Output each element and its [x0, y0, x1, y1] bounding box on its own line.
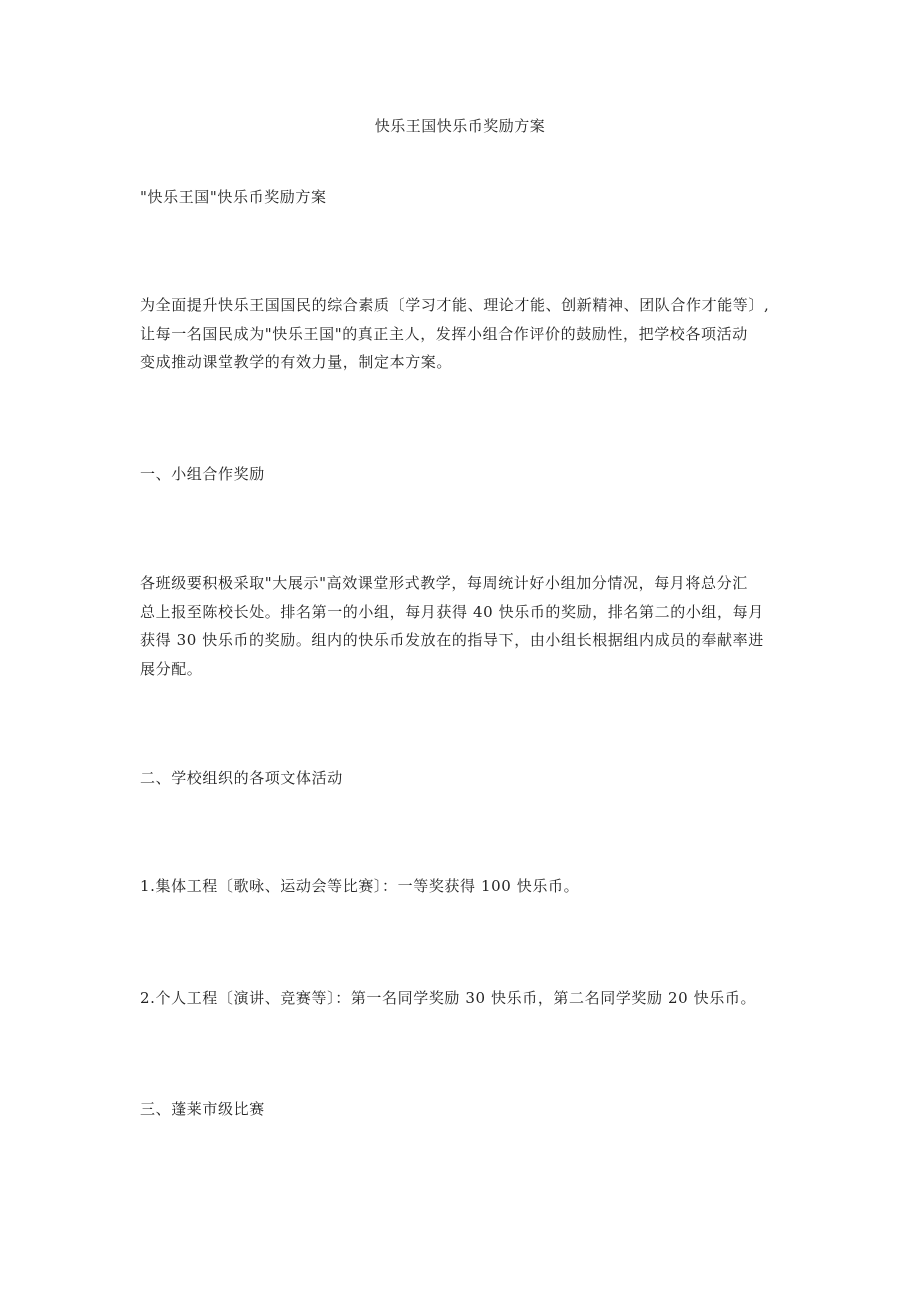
- section-heading-3: [140, 1095, 790, 1124]
- document-title: 快乐王国快乐币奖励方案: [374, 117, 546, 135]
- intro-line: 为全面提升快乐王国国民的综合素质〔学习才能、理论才能、创新精神、团队合作才能等〕,: [140, 296, 770, 314]
- section-1-paragraph: [140, 569, 790, 683]
- paragraph-line: 各班级要积极采取"大展示"高效课堂形式教学，每周统计好小组加分情况，每月将总分汇: [140, 574, 748, 592]
- heading-text: 一、小组合作奖励: [140, 465, 265, 483]
- paragraph-line: 总上报至陈校长处。排名第一的小组，每月获得 40 快乐币的奖励，排名第二的小组，每月: [140, 602, 764, 621]
- intro-line: 变成推动课堂教学的有效力量，制定本方案。: [140, 353, 453, 371]
- document-subtitle: [140, 183, 790, 212]
- section-2-item-1: [140, 872, 790, 901]
- intro-paragraph: [140, 291, 790, 377]
- section-heading-2: [140, 764, 790, 793]
- subtitle-text: "快乐王国"快乐币奖励方案: [140, 188, 327, 206]
- heading-text: 二、学校组织的各项文体活动: [140, 769, 343, 787]
- paragraph-line: 展分配。: [140, 659, 203, 678]
- list-item: 2.个人工程〔演讲、竞赛等〕：第一名同学奖励 30 快乐币，第二名同学奖励 20 快乐币。: [140, 989, 757, 1007]
- section-heading-1: [140, 460, 790, 489]
- paragraph-line: 获得 30 快乐币的奖励。组内的快乐币发放在的指导下，由小组长根据组内成员的奉献率进: [140, 631, 764, 649]
- heading-text: 三、蓬莱市级比赛: [140, 1100, 265, 1118]
- section-2-item-2: [140, 984, 790, 1013]
- intro-line: 让每一名国民成为"快乐王国"的真正主人，发挥小组合作评价的鼓励性，把学校各项活动: [140, 324, 748, 343]
- list-item: 1.集体工程〔歌咏、运动会等比赛〕：一等奖获得 100 快乐币。: [140, 877, 580, 895]
